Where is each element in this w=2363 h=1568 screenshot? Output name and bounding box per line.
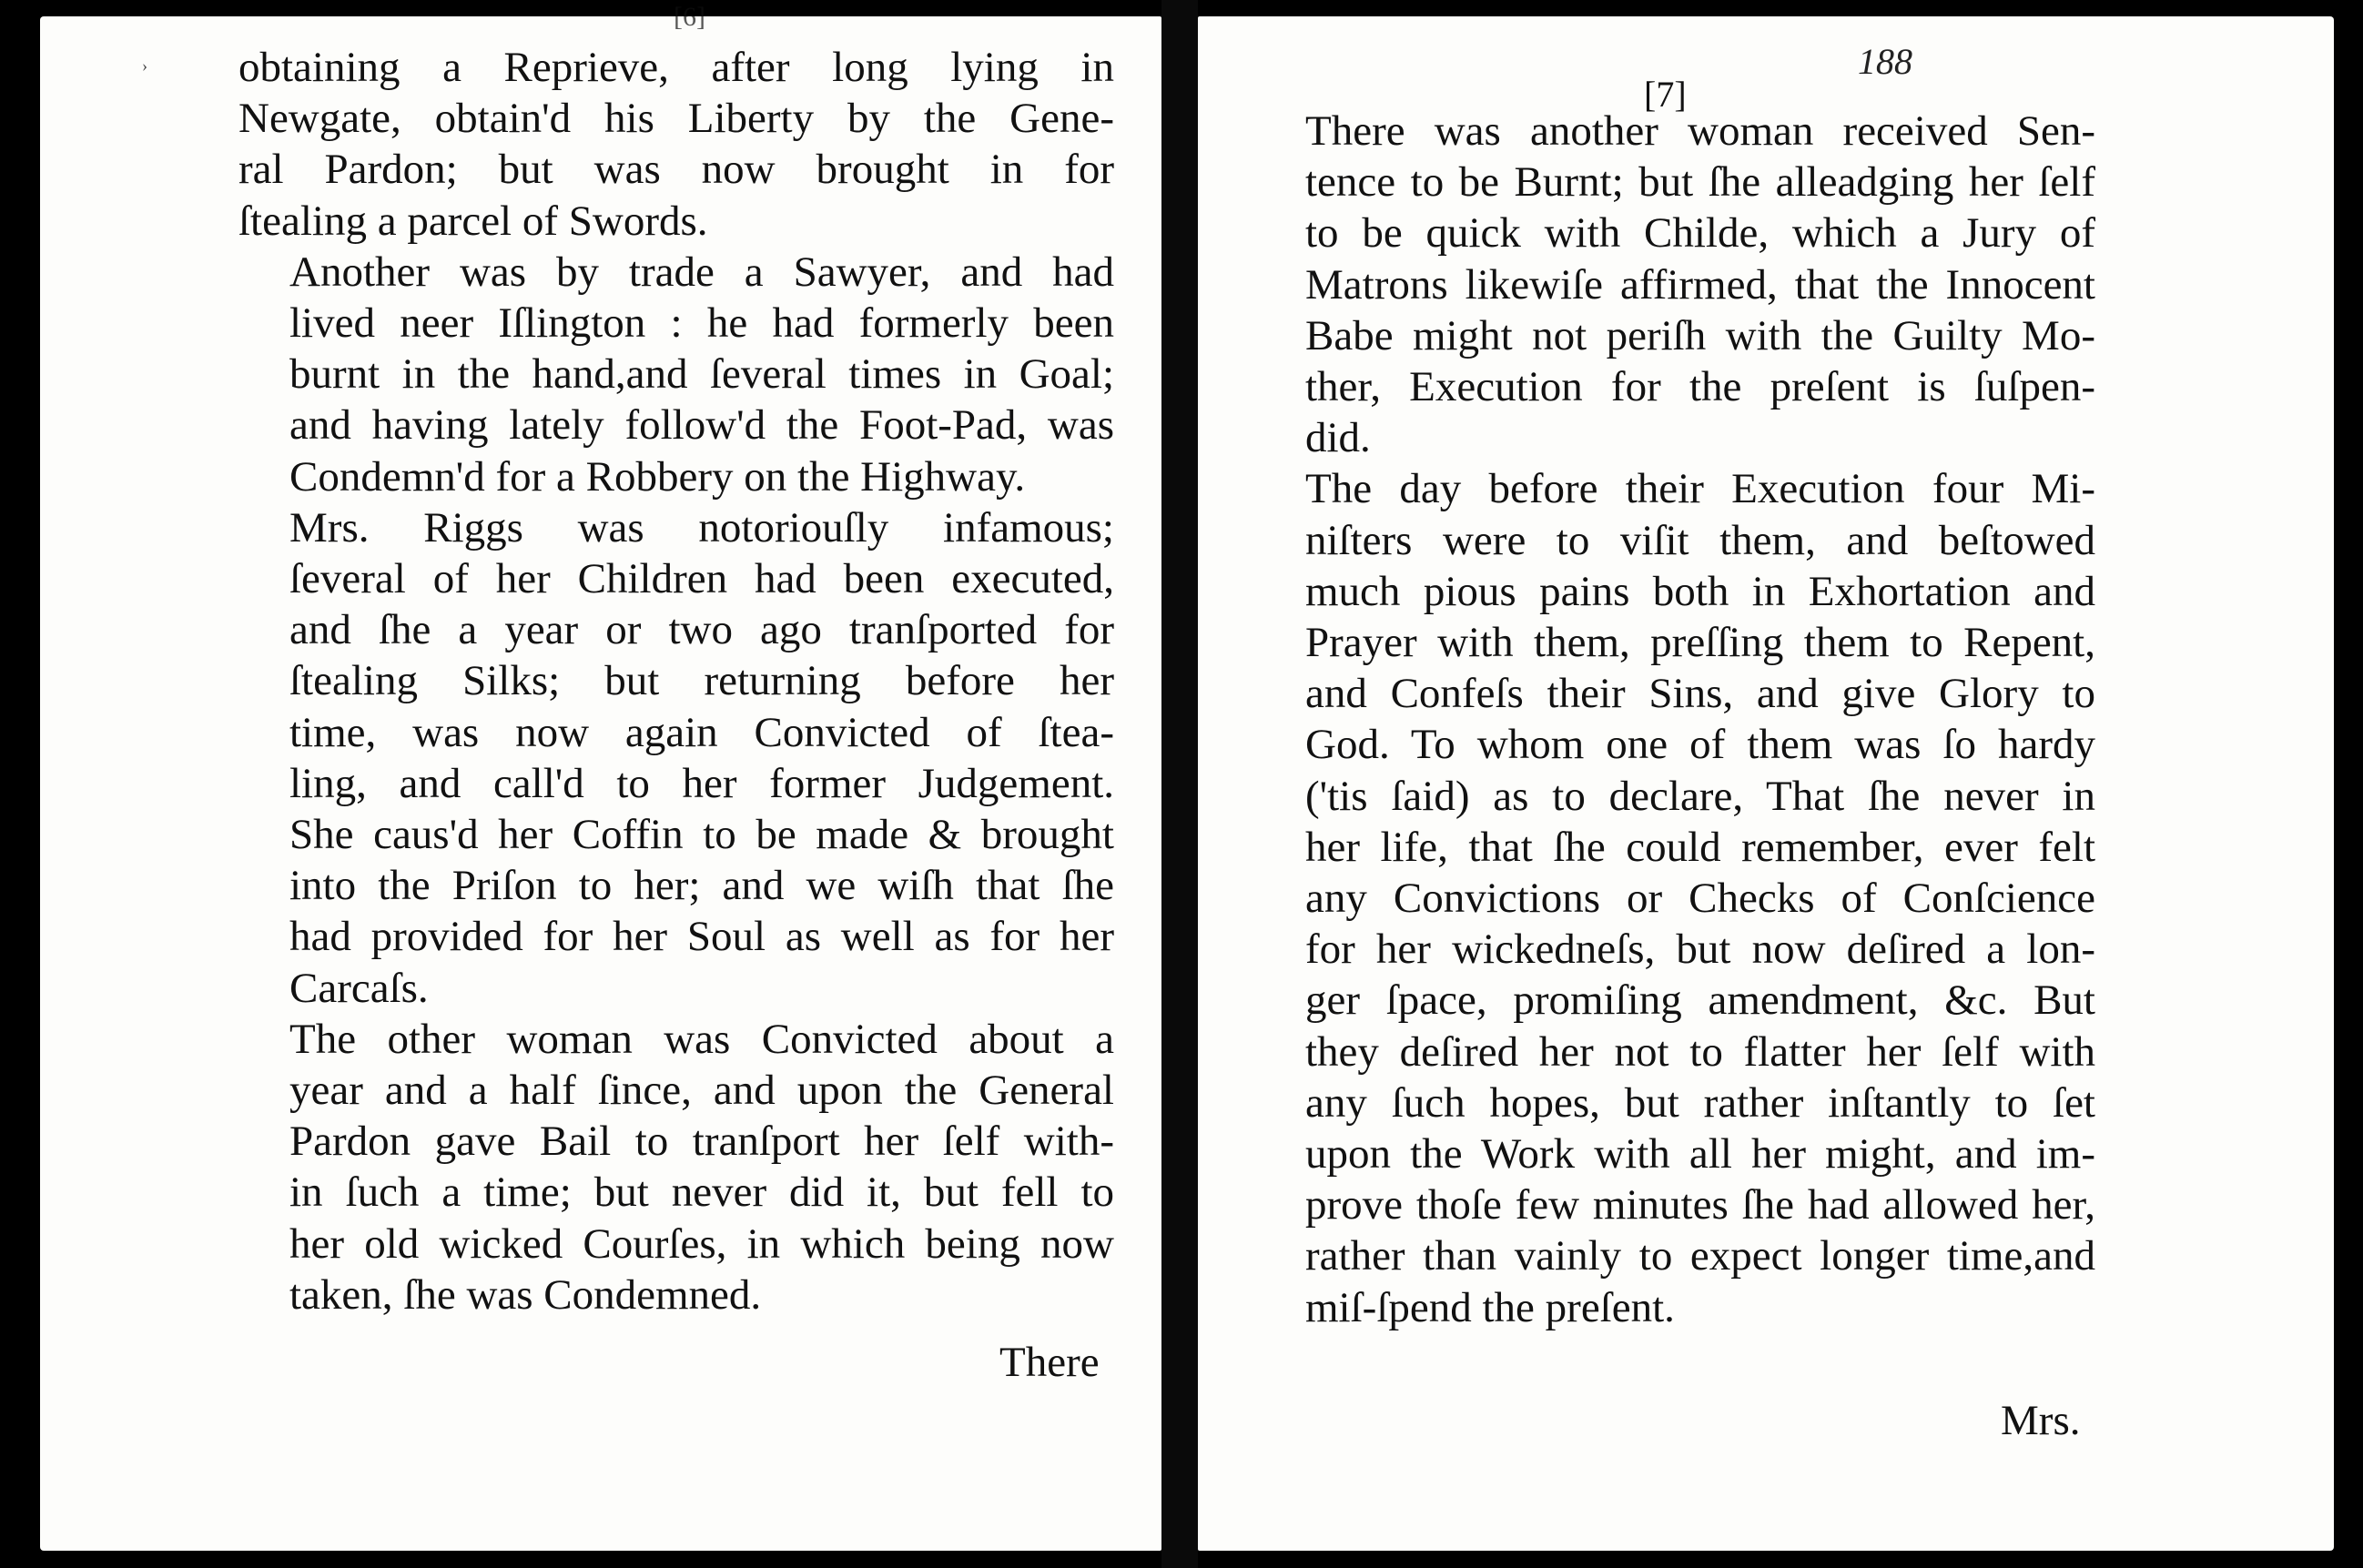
text-line: tence to be Burnt; but ſhe alleadging her ſelf bbox=[1305, 158, 2095, 207]
text-line: taken, ſhe was Condemned. bbox=[289, 1270, 762, 1319]
text-line: any ſuch hopes, but rather inſtantly to ſet bbox=[1305, 1078, 2095, 1127]
paragraph bbox=[1254, 106, 2095, 463]
paragraph bbox=[238, 247, 1114, 502]
text-line: prove thoſe few minutes ſhe had allowed her, bbox=[1305, 1181, 2095, 1229]
text-line: ſtealing a parcel of Swords. bbox=[238, 197, 708, 245]
text-line: and Confeſs their Sins, and give Glory to bbox=[1305, 670, 2095, 718]
text-line: year and a half ſince, and upon the General bbox=[289, 1067, 1114, 1115]
text-line: much pious pains both in Exhortation and bbox=[1305, 567, 2095, 615]
text-line: ther, Execution for the preſent is ſuſpen- bbox=[1305, 363, 2095, 411]
left-catchword: There bbox=[999, 1339, 1100, 1386]
text-line: into the Priſon to her; and we wiſh that ſhe bbox=[289, 862, 1114, 910]
text-line: her old wicked Courſes, in which being now bbox=[289, 1219, 1114, 1268]
paragraph bbox=[238, 42, 1114, 247]
text-line: There was another woman received Sen- bbox=[1305, 107, 2095, 155]
text-line: The day before their Execution four Mi- bbox=[1305, 465, 2095, 513]
text-line: and having lately follow'd the Foot-Pad, was bbox=[289, 401, 1114, 450]
text-line: niſters were to viſit them, and beſtowed bbox=[1305, 516, 2095, 564]
left-page-text bbox=[238, 42, 1114, 1320]
text-line: rather than vainly to expect longer time,and bbox=[1305, 1232, 2095, 1280]
text-line: The other woman was Convicted about a bbox=[289, 1015, 1114, 1063]
text-line: in ſuch a time; but never did it, but fell to bbox=[289, 1168, 1114, 1217]
text-line: did. bbox=[1305, 414, 1371, 462]
text-line: Mrs. Riggs was notoriouſly infamous; bbox=[289, 503, 1114, 551]
text-line: Newgate, obtain'd his Liberty by the Gene- bbox=[238, 95, 1114, 143]
text-line: for her wickedneſs, but now deſired a lon- bbox=[1305, 926, 2095, 974]
text-line: upon the Work with all her might, and im- bbox=[1305, 1130, 2095, 1179]
text-line: any Convictions or Checks of Conſcience bbox=[1305, 875, 2095, 923]
text-line: burnt in the hand,and ſeveral times in Goal; bbox=[289, 350, 1114, 399]
text-line: miſ-ſpend the preſent. bbox=[1305, 1283, 1675, 1331]
book-gutter bbox=[1161, 0, 1198, 1568]
text-line: Babe might not periſh with the Guilty Mo- bbox=[1305, 311, 2095, 359]
text-line: ral Pardon; but was now brought in for bbox=[238, 146, 1114, 194]
text-line: obtaining a Reprieve, after long lying in bbox=[238, 44, 1114, 91]
paragraph bbox=[238, 1014, 1114, 1320]
text-line: Carcaſs. bbox=[289, 964, 429, 1012]
paragraph bbox=[1254, 463, 2095, 1332]
left-page-number: [6] bbox=[674, 2, 705, 32]
text-line: Matrons likewiſe affirmed, that the Innocent bbox=[1305, 260, 2095, 309]
text-line: lived neer Iſlington : he had formerly been bbox=[289, 299, 1114, 348]
text-line: ling, and call'd to her former Judgement. bbox=[289, 759, 1114, 807]
text-line: had provided for her Soul as well as for her bbox=[289, 913, 1114, 961]
text-line: time, was now again Convicted of ſtea- bbox=[289, 708, 1114, 756]
text-line: ſtealing Silks; but returning before her bbox=[289, 657, 1114, 705]
text-line: ('tis ſaid) as to declare, That ſhe never in bbox=[1305, 772, 2095, 820]
text-line: Another was by trade a Sawyer, and had bbox=[289, 248, 1114, 296]
paragraph bbox=[238, 502, 1114, 1014]
text-line: Condemn'd for a Robbery on the Highway. bbox=[289, 452, 1026, 501]
text-line: She caus'd her Coffin to be made & brought bbox=[289, 811, 1114, 859]
margin-mark: › bbox=[142, 56, 147, 75]
right-page-text bbox=[1254, 106, 2095, 1333]
text-line: Prayer with them, preſſing them to Repent, bbox=[1305, 619, 2095, 667]
text-line: ger ſpace, promiſing amendment, &c. But bbox=[1305, 976, 2095, 1025]
text-line: and ſhe a year or two ago tranſported for bbox=[289, 606, 1114, 654]
text-line: Pardon gave Bail to tranſport her ſelf with- bbox=[289, 1118, 1114, 1166]
right-page-number: [7] bbox=[1644, 74, 1687, 115]
text-line: God. To whom one of them was ſo hardy bbox=[1305, 721, 2095, 769]
text-line: ſeveral of her Children had been executed, bbox=[289, 555, 1114, 603]
text-line: they deſired her not to flatter her ſelf with bbox=[1305, 1027, 2095, 1076]
text-line: to be quick with Childe, which a Jury of bbox=[1305, 209, 2095, 258]
folio-number: 188 bbox=[1858, 41, 1912, 82]
right-catchword: Mrs. bbox=[2001, 1397, 2081, 1444]
text-line: her life, that ſhe could remember, ever felt bbox=[1305, 823, 2095, 871]
